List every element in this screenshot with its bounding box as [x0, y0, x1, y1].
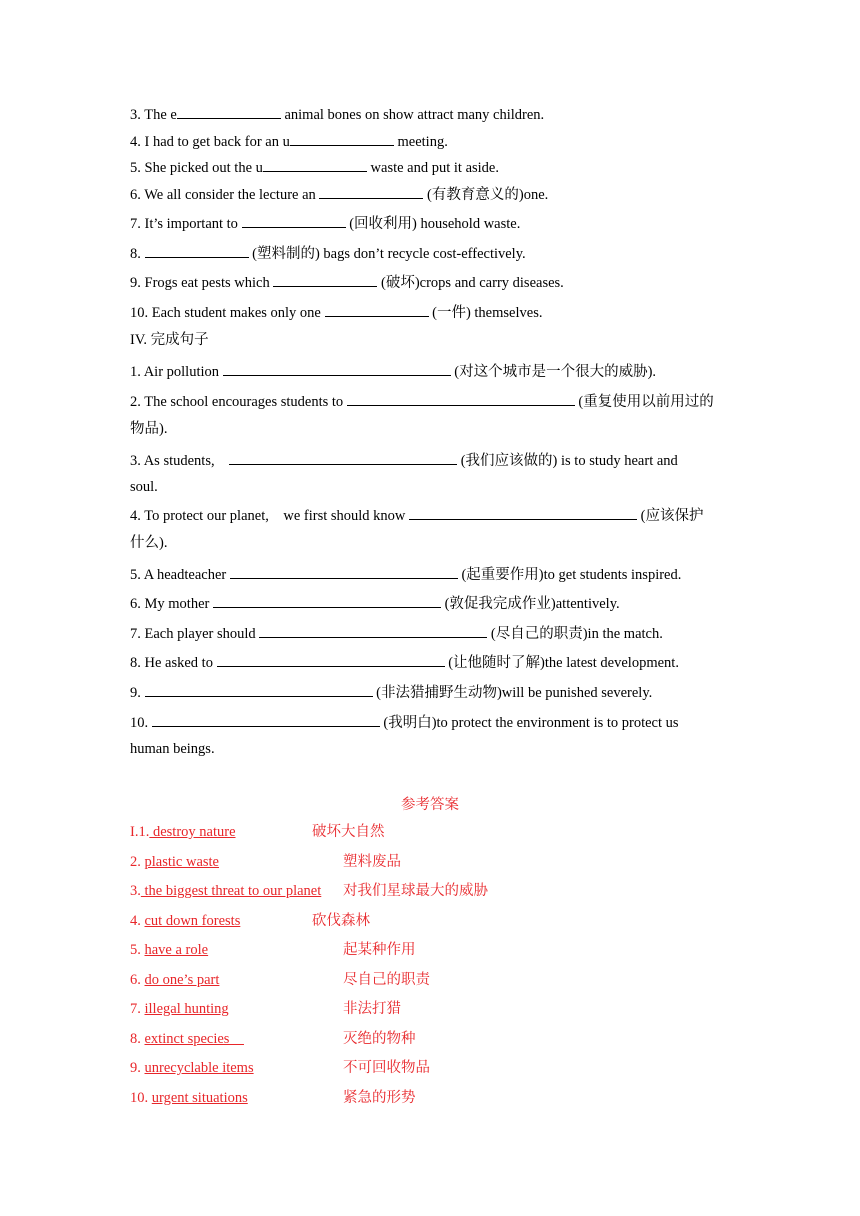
exercise-item-continuation: 物品).: [130, 421, 168, 437]
answer-blank[interactable]: [409, 505, 637, 520]
exercise-item-continuation: human beings.: [130, 741, 215, 757]
exercise-item: 6. We all consider the lecture an (有教育意义的)one.: [130, 184, 548, 204]
answer-blank[interactable]: [319, 184, 423, 199]
answer-blank[interactable]: [223, 361, 451, 376]
exercise-item: 10. (我明白)to protect the environment is to protect us: [130, 712, 679, 732]
answer-translation: 塑料废品: [343, 854, 401, 870]
answer-blank[interactable]: [347, 391, 575, 406]
answer-blank[interactable]: [217, 652, 445, 667]
answer-translation: 对我们星球最大的威胁: [343, 883, 488, 899]
answer-row: 10. urgent situations: [130, 1090, 248, 1106]
answer-translation: 起某种作用: [343, 942, 416, 958]
answer-blank[interactable]: [259, 623, 487, 638]
answer-translation: 砍伐森林: [312, 913, 370, 929]
answer-row: 9. unrecyclable items: [130, 1060, 254, 1076]
answer-blank[interactable]: [152, 712, 380, 727]
answer-blank[interactable]: [263, 157, 367, 172]
answer-translation: 破坏大自然: [312, 824, 385, 840]
answer-row: 4. cut down forests: [130, 913, 241, 929]
exercise-item: 4. I had to get back for an u meeting.: [130, 131, 448, 151]
answer-row: 7. illegal hunting: [130, 1001, 229, 1017]
exercise-item: 3. As students, (我们应该做的) is to study heart and: [130, 450, 678, 470]
exercise-item: 7. Each player should (尽自己的职责)in the match.: [130, 623, 663, 643]
section-heading: IV. 完成句子: [130, 332, 209, 348]
answer-row: 5. have a role: [130, 942, 209, 958]
answer-translation: 灭绝的物种: [343, 1031, 416, 1047]
answer-blank[interactable]: [290, 131, 394, 146]
exercise-item: 8. (塑料制的) bags don’t recycle cost-effectively.: [130, 243, 526, 263]
exercise-item: 2. The school encourages students to (重复使用以前用过的: [130, 391, 714, 411]
answer-row: I.1. destroy nature: [130, 824, 236, 840]
answer-row: 2. plastic waste: [130, 854, 219, 870]
answer-translation: 尽自己的职责: [343, 972, 430, 988]
answer-row: 6. do one’s part: [130, 972, 220, 988]
exercise-item: 1. Air pollution (对这个城市是一个很大的威胁).: [130, 361, 656, 381]
answer-blank[interactable]: [145, 682, 373, 697]
exercise-item: 7. It’s important to (回收利用) household waste.: [130, 213, 520, 233]
answer-blank[interactable]: [242, 213, 346, 228]
exercise-item: 8. He asked to (让他随时了解)the latest development.: [130, 652, 679, 672]
exercise-item: 10. Each student makes only one (一件) themselves.: [130, 302, 542, 322]
exercise-item-continuation: soul.: [130, 479, 158, 495]
answer-blank[interactable]: [325, 302, 429, 317]
answer-row: 3. the biggest threat to our planet: [130, 883, 322, 899]
answer-blank[interactable]: [177, 104, 281, 119]
answer-blank[interactable]: [230, 564, 458, 579]
answer-translation: 紧急的形势: [343, 1090, 416, 1106]
exercise-item: 3. The e animal bones on show attract many children.: [130, 104, 544, 124]
answer-blank[interactable]: [273, 272, 377, 287]
exercise-item-continuation: 什么).: [130, 535, 168, 551]
exercise-item: 5. She picked out the u waste and put it aside.: [130, 157, 499, 177]
answer-translation: 非法打猎: [343, 1001, 401, 1017]
exercise-item: 5. A headteacher (起重要作用)to get students inspired.: [130, 564, 681, 584]
exercise-item: 9. Frogs eat pests which (破坏)crops and carry diseases.: [130, 272, 564, 292]
answers-title: 参考答案: [401, 797, 459, 813]
answer-blank[interactable]: [229, 450, 457, 465]
answer-row: 8. extinct species: [130, 1031, 244, 1047]
exercise-item: 4. To protect our planet, we first should know (应该保护: [130, 505, 703, 525]
exercise-item: 9. (非法猎捕野生动物)will be punished severely.: [130, 682, 652, 702]
answer-blank[interactable]: [213, 593, 441, 608]
answer-translation: 不可回收物品: [343, 1060, 430, 1076]
exercise-item: 6. My mother (敦促我完成作业)attentively.: [130, 593, 620, 613]
answer-blank[interactable]: [145, 243, 249, 258]
